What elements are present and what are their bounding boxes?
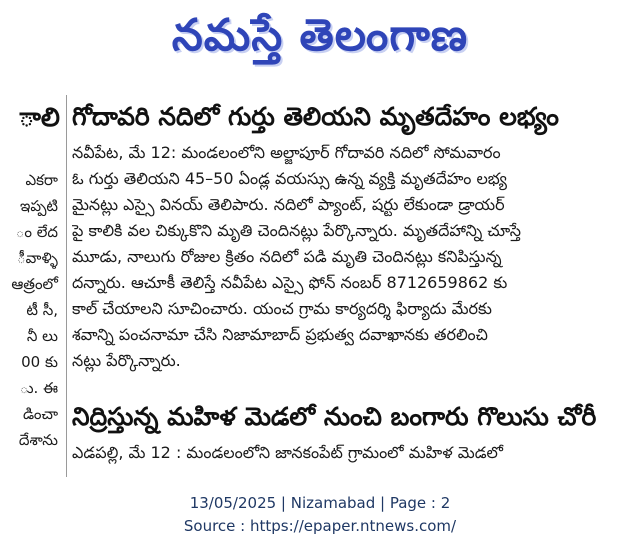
left-column-line: డించా <box>22 405 58 423</box>
newspaper-masthead <box>0 0 640 78</box>
article-line: మూడు, నాలుగు రోజుల క్రితం నదిలో పడి మృతి చెందినట్లు కనిపిస్తున్న <box>72 247 502 266</box>
article-line: ఎడపల్లి, మే 12 : మండలంలోని జానకంపేట్ గ్రామంలో మహిళ మెడలో <box>72 443 503 462</box>
article-gold-chain-theft <box>72 397 620 477</box>
article-line: ఓ గుర్తు తెలియని 45–50 ఏండ్ల వయస్సు ఉన్న వ్యక్తి మృతదేహం లభ్య <box>72 169 507 188</box>
article-line: నట్లు పేర్కొన్నారు. <box>72 351 181 370</box>
left-column-line: ు. ఈ <box>19 379 58 397</box>
article-line: నవీపేట, మే 12: మండలంలోని అల్జాపూర్ గోదావరి నదిలో సోమవారం <box>72 143 501 162</box>
source-link[interactable]: Source : https://epaper.ntnews.com/ <box>183 517 457 535</box>
left-column-line: ఆత్రంలో <box>11 275 58 293</box>
edition-info: 13/05/2025 | Nizamabad | Page : 2 <box>189 494 451 512</box>
article-headline: నిద్రిస్తున్న మహిళ మెడలో నుంచి బంగారు గొలుసు చోరీ <box>72 402 597 431</box>
article-line: మైనట్లు ఎస్సై వినయ్ తెలిపారు. నదిలో ప్యాంట్, షర్టు లేకుండా డ్రాయర్ <box>72 195 505 214</box>
article-line: శవాన్ని పంచనామా చేసి నిజామాబాద్ ప్రభుత్వ దవాఖానకు తరలించి <box>72 325 488 344</box>
left-column-line: ఇప్పటి <box>19 197 58 215</box>
left-column-line: దేశాను <box>18 431 58 449</box>
left-column-line: ఎకరా <box>25 171 58 189</box>
epaper-footer <box>0 492 640 538</box>
article-dead-body-found <box>72 97 620 389</box>
left-column-line: ీవాళ్ళి <box>17 249 58 267</box>
left-column-line: 00 కు <box>21 353 58 371</box>
left-column-line: టీ సీ, <box>26 301 58 319</box>
article-body <box>72 440 620 466</box>
article-line: కాల్ చేయాలని సూచించారు. యంచ గ్రామ కార్యదర్శి ఫిర్యాదు మేరకు <box>72 299 492 318</box>
article-body <box>72 140 620 374</box>
left-column-fragment <box>0 95 62 477</box>
column-divider <box>66 95 67 477</box>
left-column-line: ం లేద <box>15 223 58 241</box>
masthead-title: నమస్తే తెలంగాణ <box>171 10 469 61</box>
left-column-text <box>11 167 58 453</box>
article-headline: గోదావరి నదిలో గుర్తు తెలియని మృతదేహం లభ్యం <box>72 102 559 131</box>
article-line: దన్నారు. ఆచూకీ తెలిస్తే నవీపేట ఎస్సై ఫోన్ నంబర్ 8712659862 కు <box>72 273 508 292</box>
left-column-line: నీ లు <box>26 327 58 345</box>
left-column-headline: ాలి <box>19 103 60 133</box>
article-line: పై కాలికి వల చిక్కుకొని మృతి చెందినట్లు పేర్కొన్నారు. మృతదేహాన్ని చూస్తే <box>72 221 522 240</box>
